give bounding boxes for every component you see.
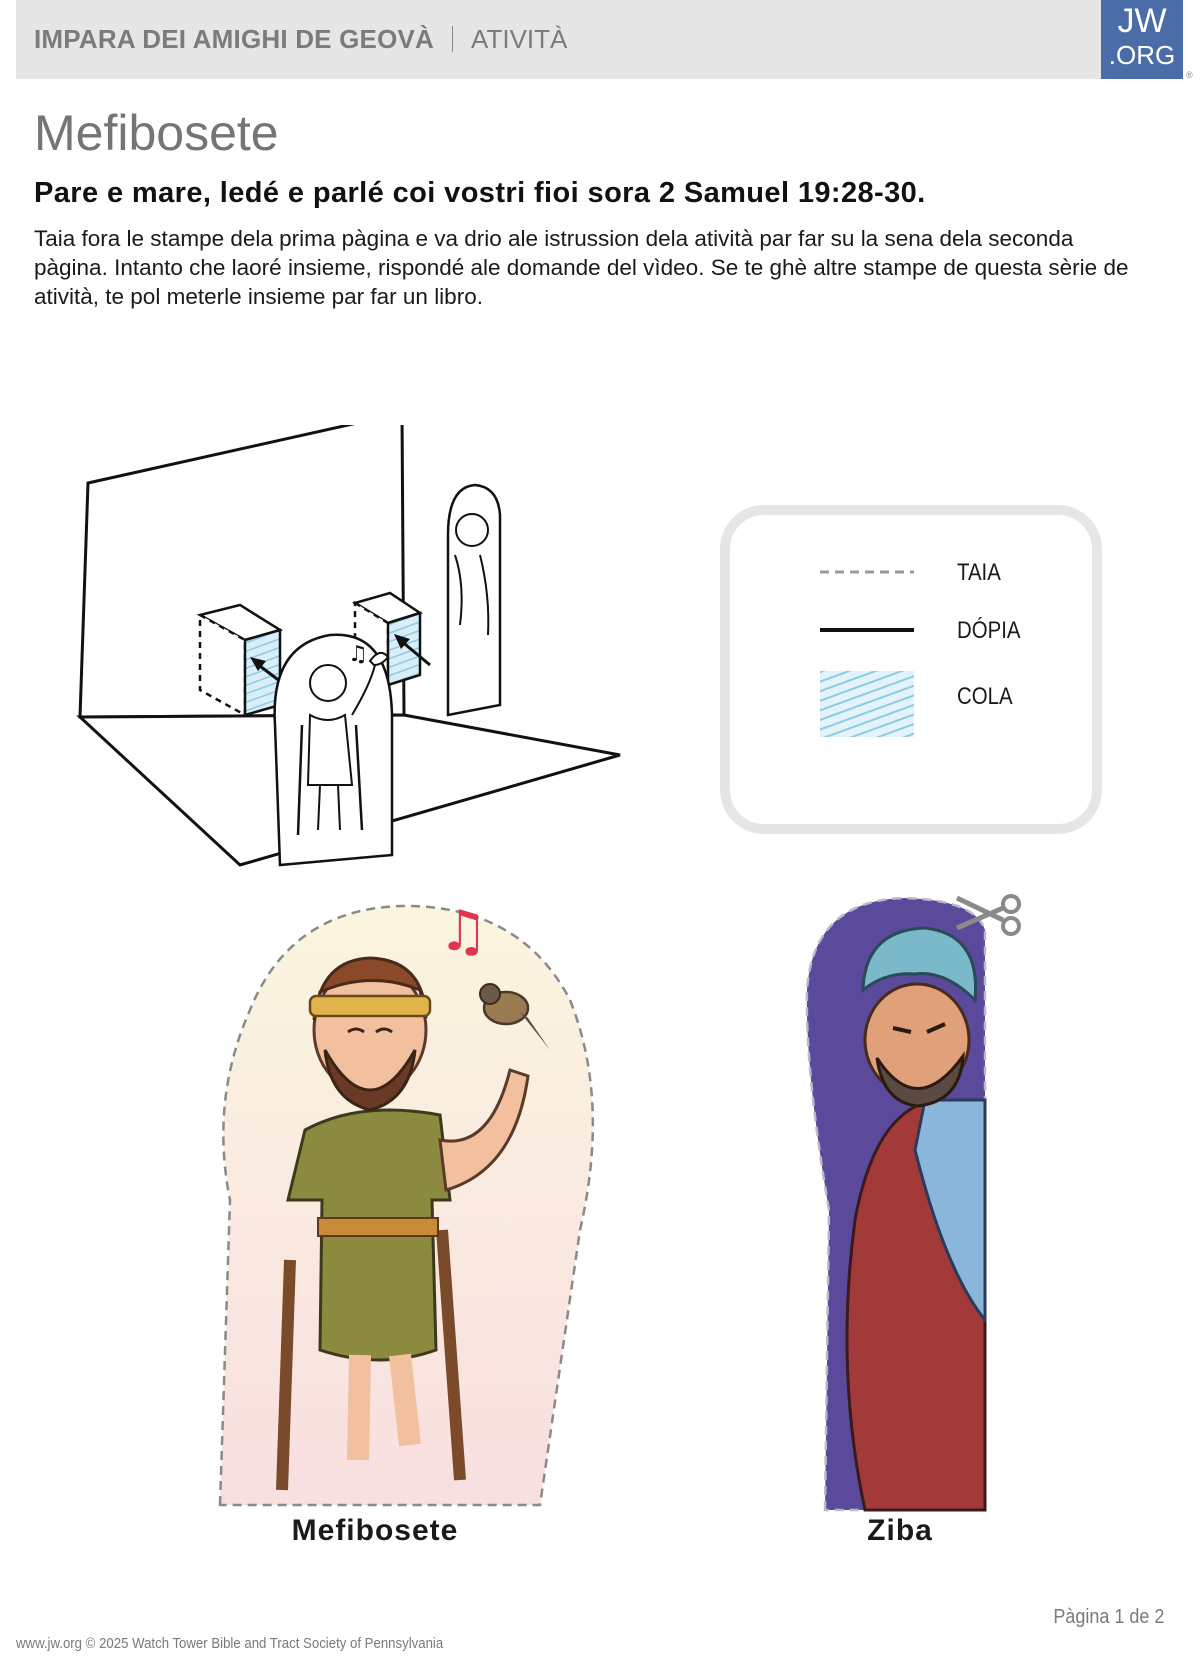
dashed-line-icon — [820, 569, 914, 575]
jw-org-logo[interactable] — [1101, 0, 1183, 79]
legend-label-glue: COLA — [957, 683, 1013, 710]
music-note-icon — [438, 900, 488, 964]
header-bar — [16, 0, 1116, 79]
activity-instructions: Taia fora le stampe dela prima pàgina e va drio ale istrussion dela atività par far su la sena dela seconda pàgina. Intanto che laoré insieme, rispondé ale domande del vìdeo. Se te ghè altre stampe de questa sèrie de atività, te pol meterle insieme par far un libro. — [34, 226, 1129, 309]
logo-text-jw: JW — [1117, 2, 1167, 40]
mefibosete-name-label: Mefibosete — [291, 1514, 459, 1547]
solid-line-icon — [820, 627, 914, 633]
scripture-prompt: Pare e mare, ledé e parlé coi vostri fioi sora 2 Samuel 19:28-30. — [34, 177, 926, 209]
ziba-name-label: Ziba — [867, 1514, 933, 1547]
legend-box — [720, 505, 1102, 834]
svg-text:♫: ♫ — [348, 642, 368, 667]
logo-text-org: .ORG — [1108, 40, 1176, 70]
mefibosete-cutout — [210, 900, 610, 1520]
assembly-diagram — [70, 425, 630, 885]
series-title: IMPARA DEI AMIGHI DE GEOVÀ — [34, 24, 435, 54]
page-number: Pàgina 1 de 2 — [1052, 1606, 1164, 1628]
page-title: Mefibosete — [34, 105, 279, 161]
registered-mark: ® — [1186, 70, 1193, 80]
header-divider — [452, 26, 453, 52]
legend-label-cut: TAIA — [957, 559, 1001, 586]
copyright-notice: www.jw.org © 2025 Watch Tower Bible and Tract Society of Pennsylvania — [16, 1635, 444, 1652]
legend-label-fold: DÓPIA — [957, 617, 1021, 644]
ziba-cutout — [795, 890, 1035, 1520]
section-title: ATIVITÀ — [471, 24, 568, 54]
left-crutch — [282, 1260, 290, 1490]
header-breadcrumb — [34, 24, 567, 55]
glue-hatch-icon — [820, 671, 914, 737]
scissors-icon — [955, 890, 1025, 938]
svg-text:♫: ♫ — [438, 900, 489, 964]
